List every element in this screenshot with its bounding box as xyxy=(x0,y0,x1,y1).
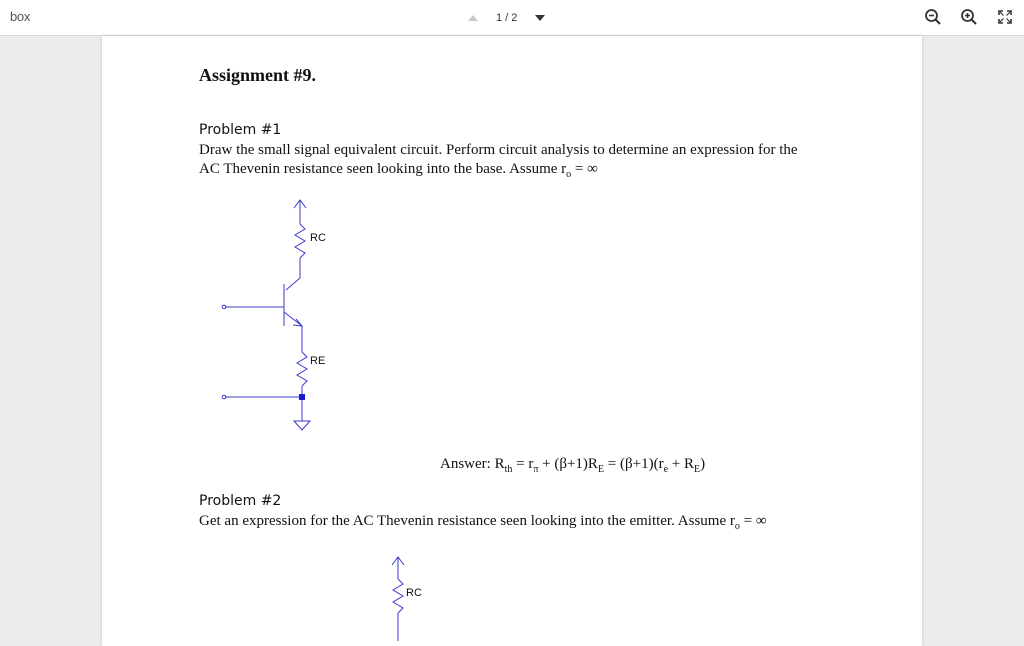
top-toolbar xyxy=(0,0,1024,36)
problem-1-text xyxy=(199,141,889,184)
problem-1-heading: Problem #1 xyxy=(199,122,282,138)
problem-1-answer: Answer: $R_{th} = r_\pi + (\beta+1)R_E = (\beta+1)(r_e + R_E)$ xyxy=(440,456,706,475)
zoom-out-icon[interactable] xyxy=(924,8,942,26)
view-tools xyxy=(924,8,1014,26)
problem-2-text: Get an expression for the AC Thevenin resistance seen looking into the emitter. Assume $r_o$ = ∞ xyxy=(199,513,767,532)
page-indicator: 1 / 2 xyxy=(496,12,518,24)
assignment-title: Assignment #9. xyxy=(199,65,317,85)
document-page xyxy=(102,36,922,646)
rc-label-1: RC xyxy=(310,232,326,244)
page-navigator xyxy=(468,9,545,27)
problem-1-line-1: Draw the small signal equivalent circuit. Perform circuit analysis to determine an expression for the xyxy=(199,142,798,158)
bjt-circuit-diagram-1 xyxy=(212,194,372,439)
zoom-in-icon[interactable] xyxy=(960,8,978,26)
previous-page-icon[interactable] xyxy=(468,15,478,21)
box-logo[interactable]: box xyxy=(10,9,31,24)
fullscreen-icon[interactable] xyxy=(996,8,1014,26)
rc-label-2: RC xyxy=(406,587,422,599)
re-label-1: RE xyxy=(310,355,326,367)
problem-1-line-2: AC Thevenin resistance seen looking into the base. Assume $r_o$ = ∞ xyxy=(199,161,598,180)
bjt-circuit-diagram-2 xyxy=(382,551,462,641)
next-page-icon[interactable] xyxy=(535,15,545,21)
problem-2-heading: Problem #2 xyxy=(199,493,282,509)
